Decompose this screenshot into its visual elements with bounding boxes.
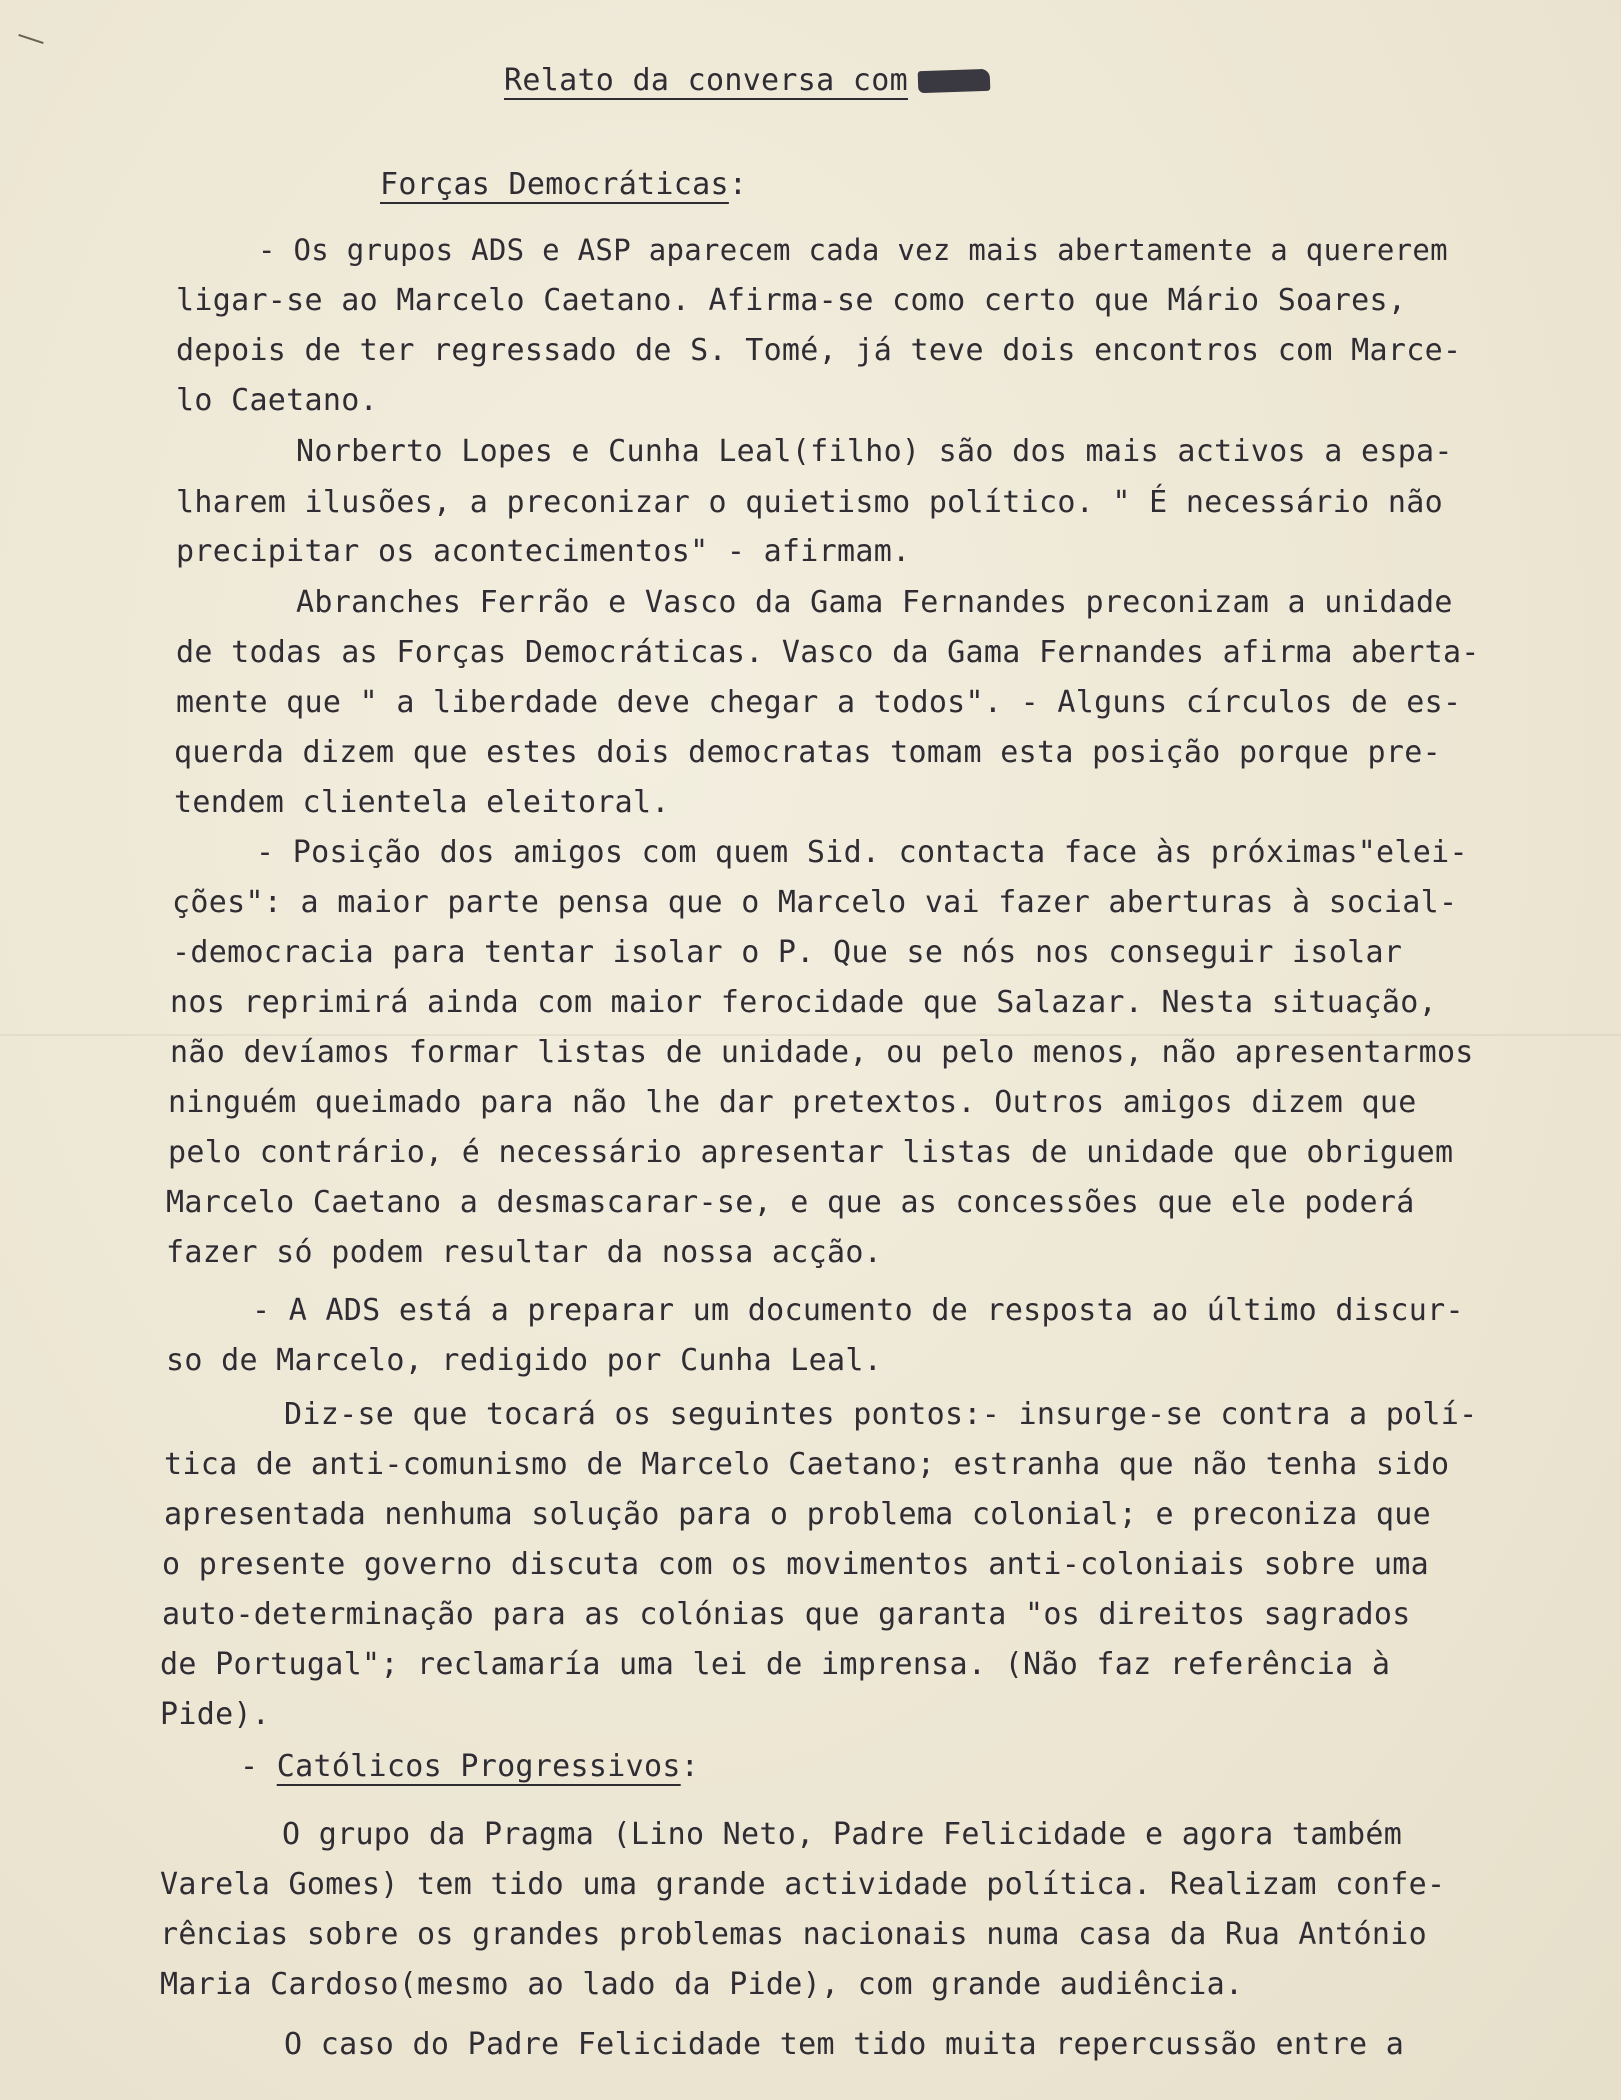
text-line: depois de ter regressado de S. Tomé, já teve dois encontros com Marce- bbox=[176, 333, 1462, 368]
text-line: Pide). bbox=[160, 1697, 271, 1732]
text-line: nos reprimirá ainda com maior ferocidade que Salazar. Nesta situação, bbox=[170, 985, 1437, 1020]
text-line: rências sobre os grandes problemas nacionais numa casa da Rua António bbox=[160, 1917, 1427, 1952]
text-line: fazer só podem resultar da nossa acção. bbox=[166, 1235, 883, 1270]
text-line: pelo contrário, é necessário apresentar listas de unidade que obriguem bbox=[168, 1135, 1454, 1170]
text-line: O caso do Padre Felicidade tem tido muita repercussão entre a bbox=[284, 2027, 1405, 2062]
text-line: de Portugal"; reclamaría uma lei de imprensa. (Não faz referência à bbox=[160, 1647, 1391, 1682]
text-line: ligar-se ao Marcelo Caetano. Afirma-se como certo que Mário Soares, bbox=[176, 283, 1407, 318]
text-line: lharem ilusões, a preconizar o quietismo político. " É necessário não bbox=[176, 485, 1443, 520]
section-heading-catolicos-colon: : bbox=[680, 1749, 700, 1784]
text-line: - Os grupos ADS e ASP aparecem cada vez mais abertamente a quererem bbox=[258, 233, 1448, 267]
text-line: Varela Gomes) tem tido uma grande actividade política. Realizam confe- bbox=[160, 1867, 1446, 1902]
text-line: Abranches Ferrão e Vasco da Gama Fernandes preconizam a unidade bbox=[296, 585, 1453, 620]
text-line: tendem clientela eleitoral. bbox=[174, 785, 670, 820]
text-line: ções": a maior parte pensa que o Marcelo vai fazer aberturas à social- bbox=[172, 885, 1458, 920]
text-line: Diz-se que tocará os seguintes pontos:- insurge-se contra a polí- bbox=[284, 1397, 1478, 1432]
corner-pencil-mark bbox=[18, 34, 43, 44]
title-text: Relato da conversa com bbox=[504, 63, 908, 98]
section-heading-catolicos bbox=[240, 1749, 700, 1784]
section-heading-forcas-text: Forças Democráticas bbox=[380, 167, 729, 202]
text-line: so de Marcelo, redigido por Cunha Leal. bbox=[166, 1343, 883, 1378]
text-line: O grupo da Pragma (Lino Neto, Padre Felicidade e agora também bbox=[282, 1817, 1403, 1852]
text-line: querda dizem que estes dois democratas tomam esta posição porque pre- bbox=[174, 735, 1441, 770]
text-line: Maria Cardoso(mesmo ao lado da Pide), com grande audiência. bbox=[160, 1967, 1244, 2002]
text-line: auto-determinação para as colónias que garanta "os direitos sagrados bbox=[162, 1597, 1411, 1632]
text-line: Norberto Lopes e Cunha Leal(filho) são dos mais activos a espa- bbox=[296, 434, 1453, 469]
text-line: -democracia para tentar isolar o P. Que se nós nos conseguir isolar bbox=[172, 935, 1403, 970]
section-heading-forcas bbox=[380, 167, 748, 202]
text-line: apresentada nenhuma solução para o problema colonial; e preconiza que bbox=[164, 1497, 1431, 1532]
text-line: tica de anti-comunismo de Marcelo Caetano; estranha que não tenha sido bbox=[164, 1447, 1450, 1482]
document-title bbox=[504, 63, 990, 98]
section-heading-catolicos-dash: - bbox=[240, 1749, 277, 1784]
section-heading-catolicos-text: Católicos Progressivos bbox=[276, 1749, 681, 1784]
text-line: lo Caetano. bbox=[176, 383, 378, 418]
text-line: ninguém queimado para não lhe dar pretextos. Outros amigos dizem que bbox=[168, 1085, 1417, 1120]
text-line: o presente governo discuta com os movimentos anti-coloniais sobre uma bbox=[162, 1547, 1429, 1582]
text-line: Marcelo Caetano a desmascarar-se, e que as concessões que ele poderá bbox=[166, 1185, 1415, 1220]
text-line: não devíamos formar listas de unidade, ou pelo menos, não apresentarmos bbox=[170, 1035, 1474, 1070]
text-line: - Posição dos amigos com quem Sid. contacta face às próximas"elei- bbox=[256, 835, 1468, 870]
section-heading-forcas-colon: : bbox=[728, 167, 748, 202]
text-line: precipitar os acontecimentos" - afirmam. bbox=[176, 534, 911, 569]
text-line: - A ADS está a preparar um documento de resposta ao último discur- bbox=[252, 1293, 1464, 1328]
text-line: mente que " a liberdade deve chegar a todos". - Alguns círculos de es- bbox=[176, 685, 1462, 720]
redacted-name-mark bbox=[918, 69, 991, 93]
text-line: de todas as Forças Democráticas. Vasco da Gama Fernandes afirma aberta- bbox=[176, 635, 1480, 670]
